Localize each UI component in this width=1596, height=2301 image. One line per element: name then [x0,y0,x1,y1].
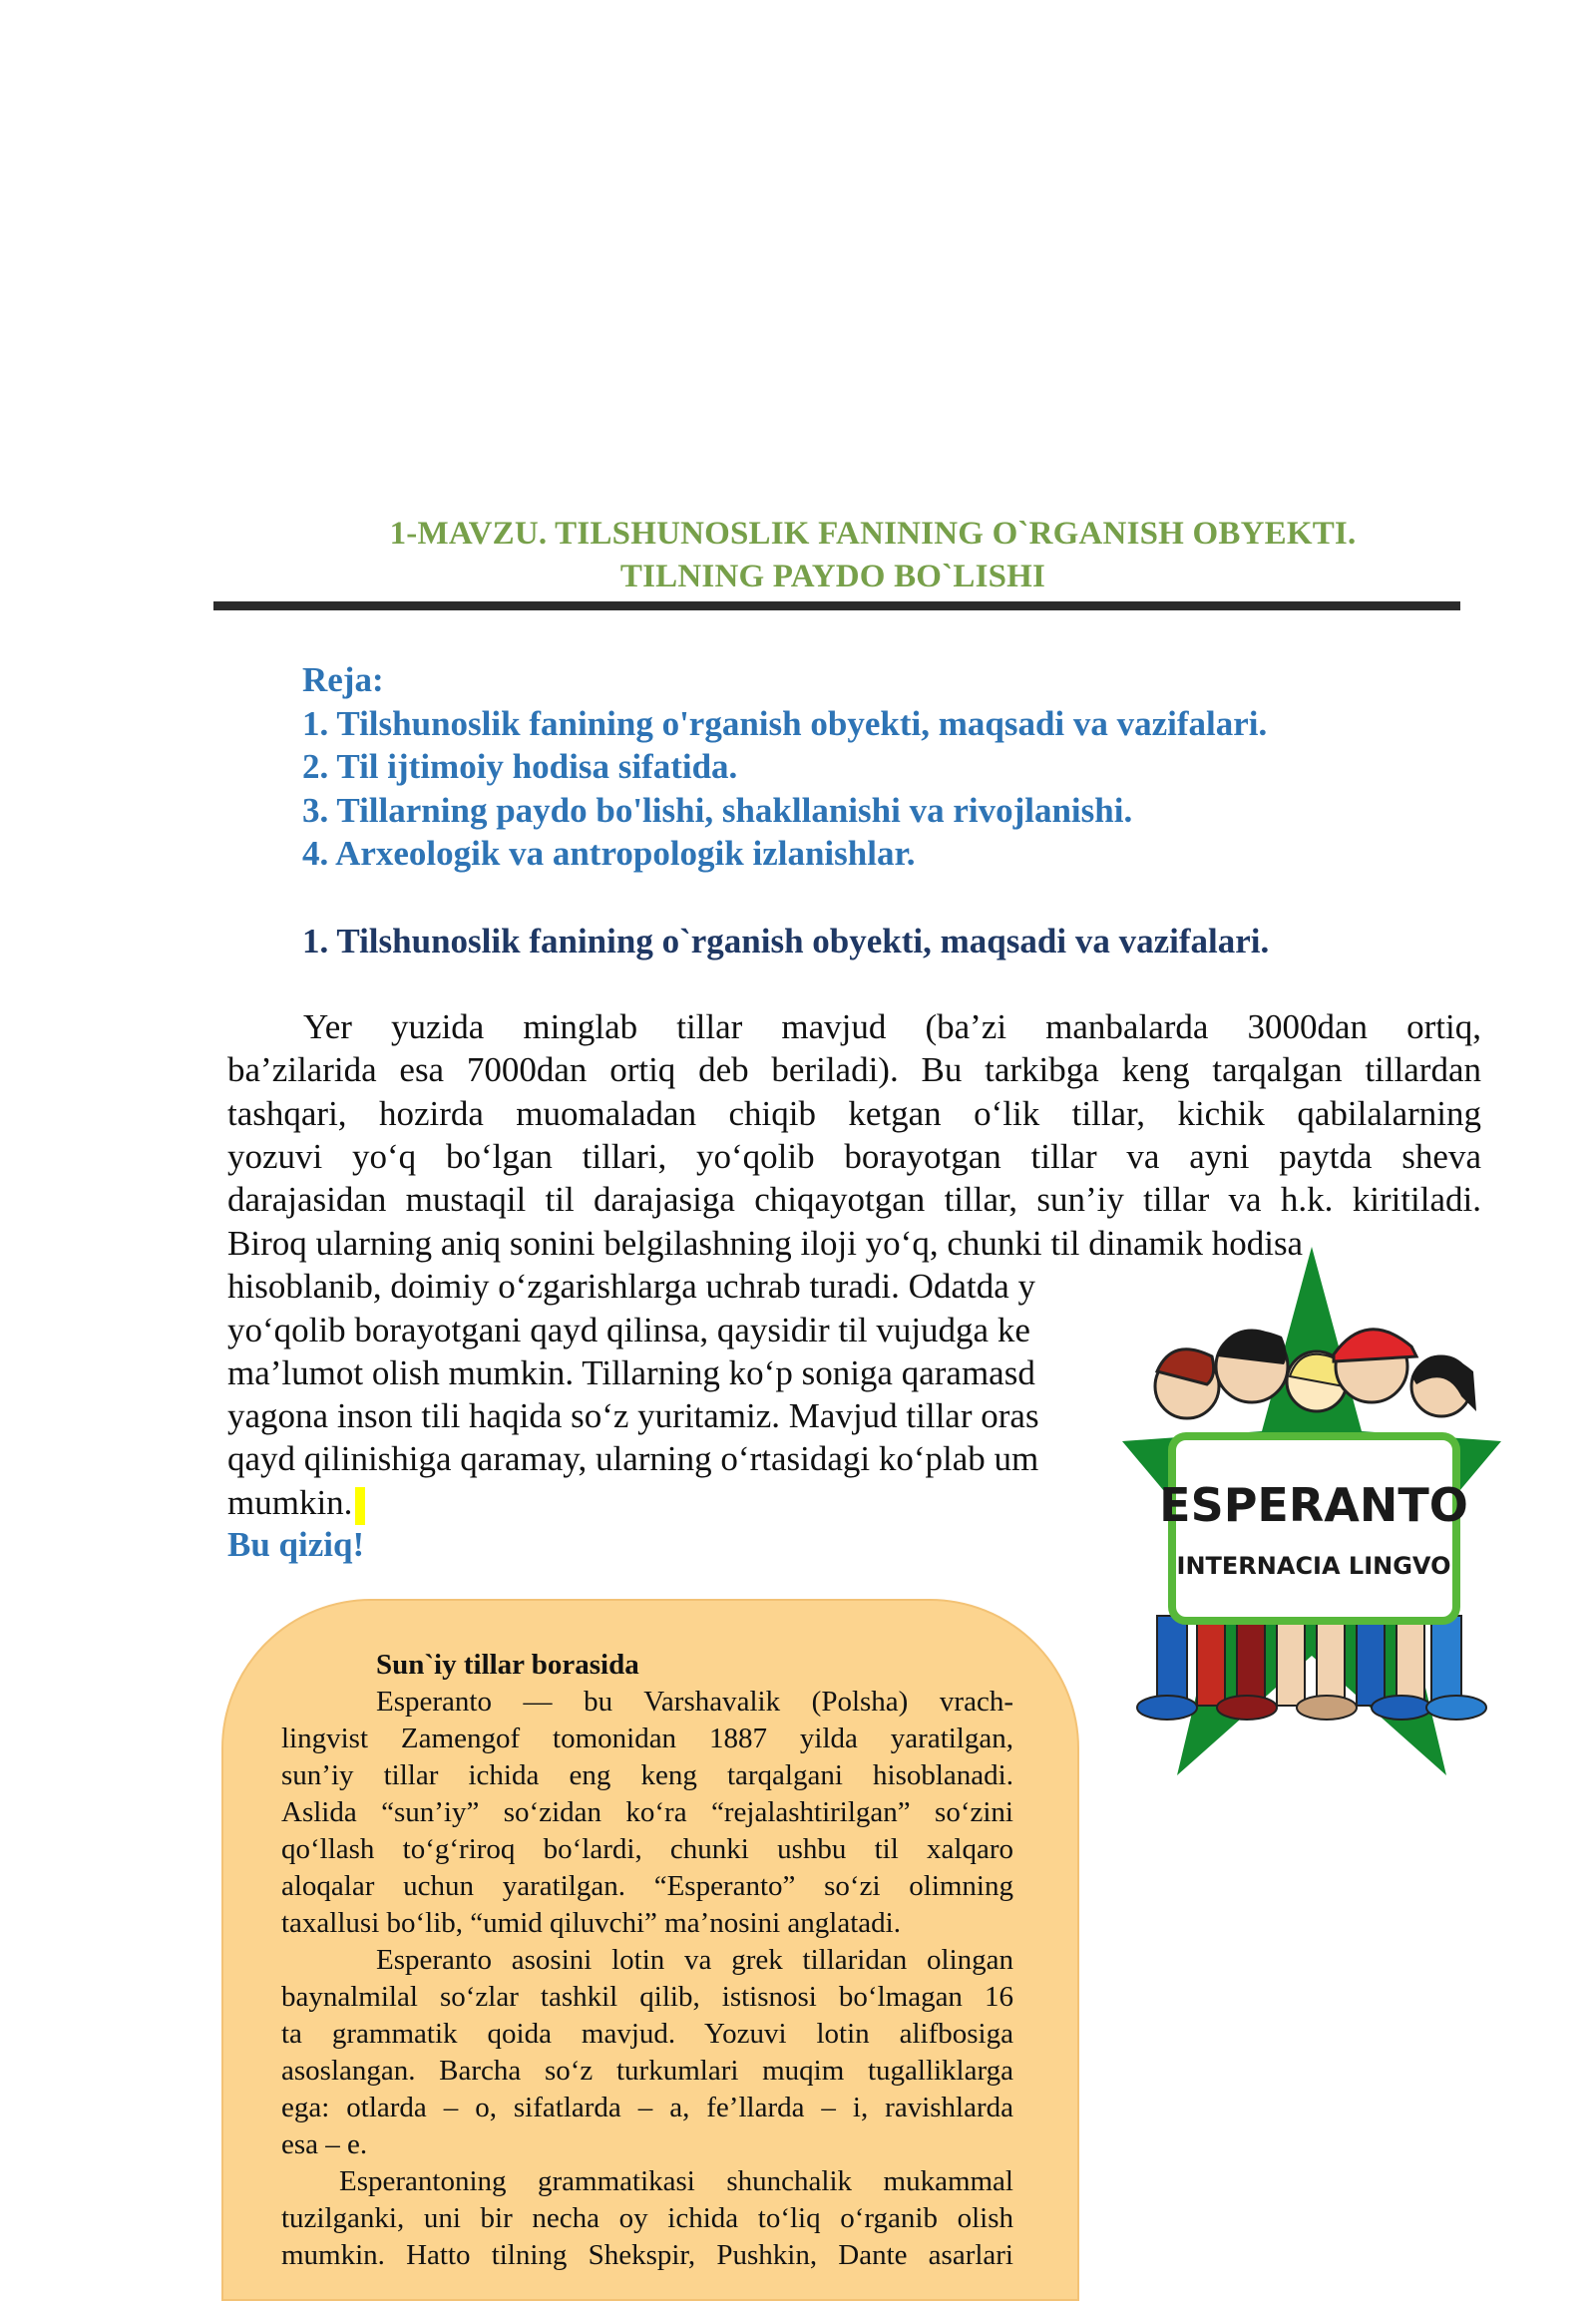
plan-item-3: 3. Tillarning paydo bo'lishi, shakllanishi va rivojlanishi. [302,790,1133,830]
callout-line: tuzilganki, uni bir necha oy ichida to‘liq o‘rganib olish [281,2202,1013,2234]
body-line: ba’zilarida esa 7000dan ortiq deb beriladi). Bu tarkibga keng tarqalgan tillardan [227,1050,1481,1090]
callout-line: Esperanto — bu Varshavalik (Polsha) vrach- [376,1686,1013,1718]
callout-content [281,1647,1013,2274]
callout-line: aloqalar uchun yaratilgan. “Esperanto” so‘zi olimning [281,1870,1013,1902]
body-line: hisoblanib, doimiy o‘zgarishlarga uchrab turadi. Odatda y [227,1267,1035,1307]
callout-line: ta grammatik qoida mavjud. Yozuvi lotin alifbosiga [281,2018,1013,2050]
plan-item-1: 1. Tilshunoslik fanining o'rganish obyekti, maqsadi va vazifalari. [302,703,1268,743]
body-paragraph [227,1005,1481,1221]
text-cursor-highlight [355,1487,365,1525]
esperanto-star-children-illustration [1112,1237,1511,1790]
callout-line: asoslangan. Barcha so‘z turkumlari muqim tugalliklarga [281,2055,1013,2087]
body-line-text: mumkin. [227,1482,353,1522]
callout-title: Sun`iy tillar borasida [376,1649,639,1681]
body-line: Biroq ularning aniq sonini belgilashning iloji yo‘q, chunki til dinamik hodisa [227,1224,1304,1263]
callout-line: Aslida “sun’iy” so‘zidan ko‘ra “rejalashtirilgan” so‘zini [281,1796,1013,1828]
body-line: yagona inson tili haqida so‘z yuritamiz. Mavjud tillar oras [227,1396,1039,1436]
body-line: ma’lumot olish mumkin. Tillarning ko‘p soniga qaramasd [227,1352,1035,1392]
topic-title-line2: TILNING PAYDO BO`LISHI [619,559,1046,594]
sign-text-internacia: INTERNACIA LINGVO [1176,1552,1451,1580]
sign-text-esperanto: ESPERANTO [1159,1478,1468,1532]
callout-line: mumkin. Hatto tilning Shekspir, Pushkin, Dante asarlari [281,2239,1013,2271]
callout-line: lingvist Zamengof tomonidan 1887 yilda yaratilgan, [281,1723,1013,1754]
title-divider [213,601,1460,610]
section-heading: 1. Tilshunoslik fanining o`rganish obyekti, maqsadi va vazifalari. [302,922,1270,960]
interesting-fact-heading: Bu qiziq! [227,1525,365,1564]
callout-line: esa – e. [281,2128,368,2160]
plan-item-4: 4. Arxeologik va antropologik izlanishlar. [302,834,916,873]
callout-line: taxallusi bo‘lib, “umid qiluvchi” ma’nosini anglatadi. [281,1907,901,1939]
body-line: tashqari, hozirda muomaladan chiqib ketgan o‘lik tillar, kichik qabilalarning [227,1093,1481,1133]
body-line: yozuvi yo‘q bo‘lgan tillari, yo‘qolib borayotgan tillar va ayni paytda sheva [227,1136,1481,1176]
callout-line: qo‘llash to‘g‘riroq bo‘lardi, chunki ushbu til xalqaro [281,1833,1013,1865]
callout-line: Esperanto asosini lotin va grek tillaridan olingan [376,1944,1013,1976]
plan-block [302,658,1499,876]
callout-line: Esperantoning grammatikasi shunchalik mukammal [339,2165,1013,2197]
plan-label: Reja: [302,660,384,699]
body-line: qayd qilinishiga qaramay, ularning o‘rtasidagi ko‘plab um [227,1439,1039,1479]
body-line: yo‘qolib borayotgani qayd qilinsa, qaysidir til vujudga ke [227,1310,1030,1349]
plan-item-2: 2. Til ijtimoiy hodisa sifatida. [302,747,738,786]
callout-line: sun’iy tillar ichida eng keng tarqalgani hisoblanadi. [281,1759,1013,1791]
body-line: darajasidan mustaqil til darajasiga chiqayotgan tillar, sun’iy tillar va h.k. kiritiladi. [227,1180,1481,1220]
topic-title-line1: 1-MAVZU. TILSHUNOSLIK FANINING O`RGANISH OBYEKTI. [389,516,1357,552]
body-line: Yer yuzida minglab tillar mavjud (ba’zi manbalarda 3000dan ortiq, [303,1007,1481,1046]
callout-line: baynalmilal so‘zlar tashkil qilib, istisnosi bo‘lmagan 16 [281,1981,1013,2013]
callout-line: ega: otlarda – o, sifatlarda – a, fe’llarda – i, ravishlarda [281,2092,1013,2123]
